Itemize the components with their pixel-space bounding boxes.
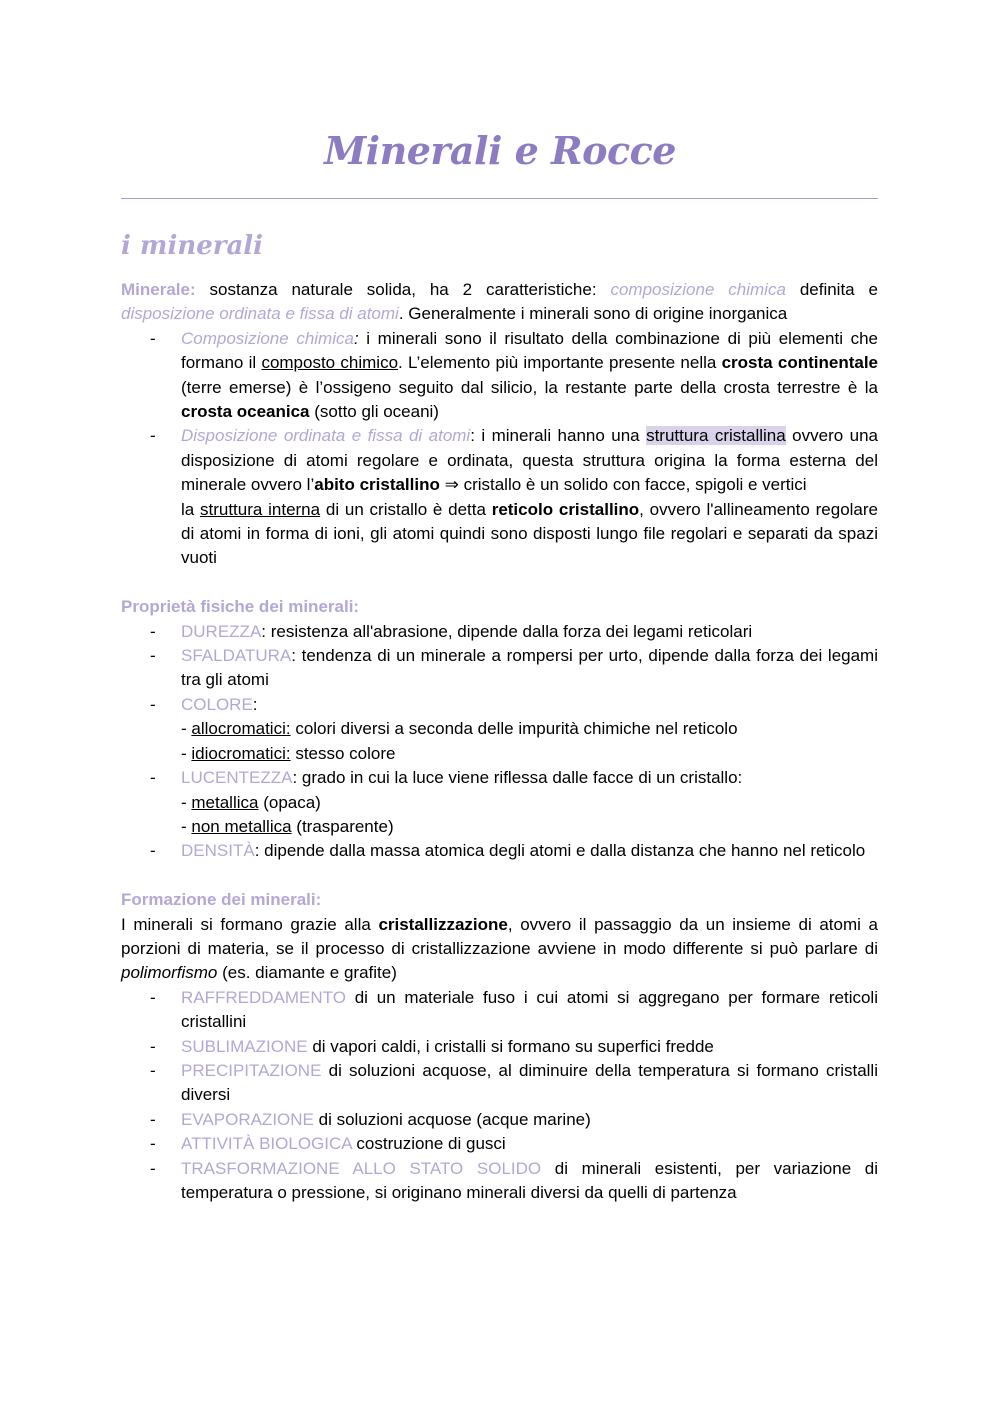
list-item: - LUCENTEZZA: grado in cui la luce viene riflessa dalle facce di un cristallo: - metallica (opaca) - non metallica (trasparente) (121, 766, 878, 839)
list-item: - DUREZZA: resistenza all'abrasione, dipende dalla forza dei legami reticolari (121, 620, 878, 644)
intro-paragraph: Minerale: sostanza naturale solida, ha 2 caratteristiche: composizione chimica definita e disposizione ordinata e fissa di atomi. Generalmente i minerali sono di origine inorganica (121, 280, 878, 324)
underlined-term: idiocromatici: (191, 743, 291, 763)
intro-label: Minerale: (121, 280, 196, 299)
bold-term: crosta continentale (721, 353, 878, 373)
formation-paragraph: I minerali si formano grazie alla cristallizzazione, ovvero il passaggio da un insieme di atomi a porzioni di materia, se il processo di cristallizzazione avviene in modo differente si può parlare di polimorfismo (es. diamante e grafite) (121, 914, 879, 983)
list-item: - Composizione chimica: i minerali sono il risultato della combinazione di più elementi che formano il composto chimico. L’elemento più importante presente nella crosta continentale (terre emerse) è l’ossigeno seguito dal silicio, la restante parte della crosta terrestre è la crosta oceanica (sotto gli oceani) (150, 328, 878, 422)
item-term: Disposizione ordinata e fissa di atomi (181, 426, 471, 446)
underlined-term: composto chimico (261, 353, 399, 373)
bold-term: abito cristallino (314, 475, 440, 495)
list-item: - SUBLIMAZIONE di vapori caldi, i cristalli si formano su superfici fredde (121, 1035, 878, 1059)
bullet-dash: - (150, 1158, 156, 1178)
item-term: SFALDATURA (181, 646, 292, 666)
bold-term: crosta oceanica (181, 402, 310, 422)
underlined-term: allocromatici: (191, 719, 291, 739)
list-item: - RAFFREDDAMENTO di un materiale fuso i cui atomi si aggregano per formare reticoli cristallini (150, 987, 878, 1032)
item-term: EVAPORAZIONE (181, 1109, 314, 1129)
bullet-dash: - (150, 646, 156, 666)
list-item: - DENSITÀ: dipende dalla massa atomica degli atomi e dalla distanza che hanno nel reticolo (121, 839, 878, 863)
document-body (121, 278, 878, 1205)
bullet-dash: - (150, 426, 156, 446)
underlined-term: non metallica (191, 816, 292, 836)
list-item: - TRASFORMAZIONE ALLO STATO SOLIDO di minerali esistenti, per variazione di temperatura o pressione, si originano minerali diversi da quelli di partenza (150, 1158, 879, 1202)
spacer (121, 571, 878, 595)
intro-term: disposizione ordinata e fissa di atomi (121, 304, 399, 324)
item-term: ATTIVITÀ BIOLOGICA (181, 1134, 352, 1154)
bullet-dash: - (150, 1134, 156, 1154)
properties-heading: Proprietà fisiche dei minerali: (121, 597, 360, 617)
item-term: TRASFORMAZIONE ALLO STATO SOLIDO (181, 1158, 542, 1178)
bullet-dash: - (150, 1036, 156, 1056)
sub-item: - non metallica (trasparente) (181, 816, 394, 836)
item-term: PRECIPITAZIONE (181, 1060, 322, 1080)
item-term: DUREZZA (181, 621, 262, 641)
bullet-dash: - (150, 694, 156, 714)
list-item: - ATTIVITÀ BIOLOGICA costruzione di gusci (121, 1132, 878, 1156)
bullet-dash: - (150, 841, 156, 861)
item-term: COLORE (181, 694, 253, 714)
item-term: Composizione chimica (181, 328, 354, 348)
bullet-dash: - (150, 987, 156, 1007)
list-item: - COLORE: - allocromatici: colori diversi a seconda delle impurità chimiche nel reticolo - idiocromatici: stesso colore (121, 693, 878, 766)
sub-item: - allocromatici: colori diversi a seconda delle impurità chimiche nel reticolo (181, 719, 738, 739)
bullet-dash: - (150, 768, 156, 788)
bullet-dash: - (150, 621, 156, 641)
sub-item: - metallica (opaca) (181, 792, 321, 812)
bullet-dash: - (150, 1109, 156, 1129)
intro-term: composizione chimica (610, 280, 786, 299)
section-heading: i minerali (121, 231, 264, 261)
bold-term: cristallizzazione (378, 914, 508, 934)
item-term: DENSITÀ (181, 841, 255, 861)
item-term: SUBLIMAZIONE (181, 1036, 308, 1056)
page-title: Minerali e Rocce (324, 128, 676, 173)
list-item: - Disposizione ordinata e fissa di atomi: i minerali hanno una struttura cristallina ovvero una disposizione di atomi regolare e ordinata, questa struttura origina la forma esterna del minerale ovvero l’abito cristallino ⇒ cristallo è un solido con facce, spigoli e vertici la struttura interna di un cristallo è detta reticolo cristallino, ovvero l'allineamento regolare di atomi in forma di ioni, gli atomi quindi sono disposti lungo file regolari e separati da spazi vuoti (150, 426, 878, 568)
title-divider (121, 198, 878, 199)
underlined-term: metallica (191, 792, 259, 812)
bold-term: reticolo cristallino (491, 499, 640, 519)
underlined-term: struttura interna (200, 499, 321, 519)
list-item: - SFALDATURA: tendenza di un minerale a rompersi per urto, dipende dalla forza dei legami tra gli atomi (150, 646, 878, 690)
highlighted-term: struttura cristallina (646, 426, 786, 446)
italic-term: polimorfismo (121, 963, 218, 983)
sub-item: - idiocromatici: stesso colore (181, 743, 396, 763)
spacer (121, 864, 878, 888)
list-item: - PRECIPITAZIONE di soluzioni acquose, al diminuire della temperatura si formano cristalli diversi (150, 1060, 878, 1105)
properties-list (121, 620, 878, 864)
formation-heading: Formazione dei minerali: (121, 890, 322, 910)
list-item: - EVAPORAZIONE di soluzioni acquose (acque marine) (121, 1108, 878, 1132)
item-term: RAFFREDDAMENTO (181, 987, 346, 1007)
characteristics-list (121, 327, 878, 571)
bullet-dash: - (150, 328, 156, 348)
formation-list (121, 986, 878, 1206)
item-term: LUCENTEZZA (181, 768, 293, 788)
bullet-dash: - (150, 1060, 156, 1080)
